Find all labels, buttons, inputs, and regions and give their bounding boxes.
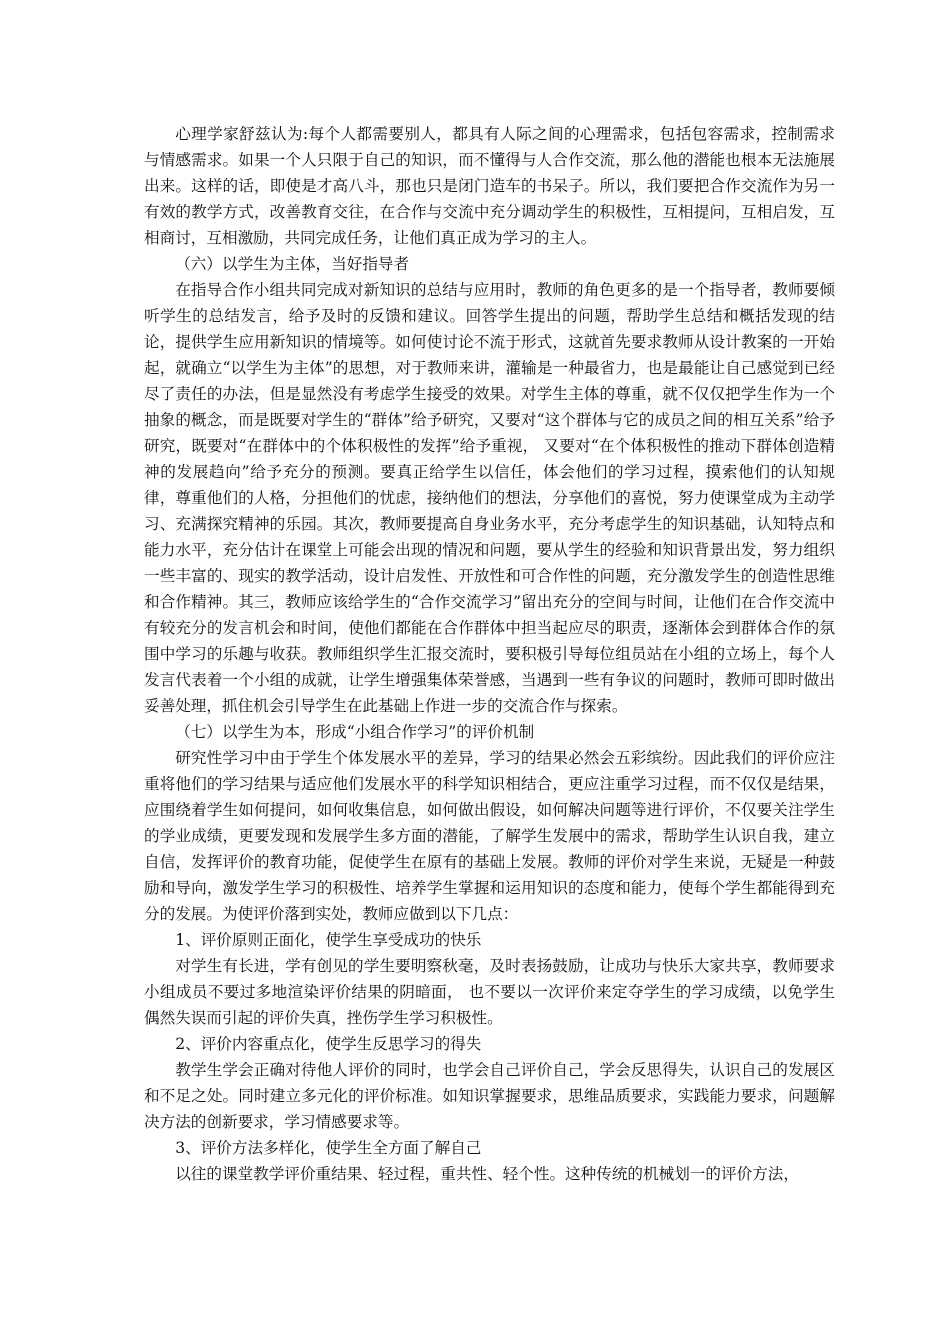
- paragraph-positive-evaluation: 对学生有长进，学有创见的学生要明察秋毫，及时表扬鼓励，让成功与快乐大家共享，教师要求小组成员不要过多地渲染评价结果的阴暗面， 也不要以一次评价来定夺学生的学习成绩，以免学生偶然失误而引起的评价失真，挫伤学生学习积极性。: [144, 957, 835, 1027]
- section-heading-6: （六）以学生为主体，当好指导者: [175, 255, 410, 273]
- paragraph-self-evaluation: 教学生学会正确对待他人评价的同时，也学会自己评价自己，学会反思得失，认识自己的发展区和不足之处。同时建立多元化的评价标准。如知识掌握要求，思维品质要求，实践能力要求，问题解决方法的创新要求，学习情感要求等。: [144, 1061, 835, 1131]
- subheading-2: 2、评价内容重点化，使学生反思学习的得失: [175, 1035, 482, 1053]
- paragraph-evaluation-mechanism: 研究性学习中由于学生个体发展水平的差异，学习的结果必然会五彩缤纷。因此我们的评价应注重将他们的学习结果与适应他们发展水平的科学知识相结合，更应注重学习过程，而不仅仅是结果，应围绕着学生如何提问，如何收集信息，如何做出假设，如何解决问题等进行评价，不仅要关注学生的学业成绩，更要发现和发展学生多方面的潜能，了解学生发展中的需求，帮助学生认识自我，建立自信，发挥评价的教育功能，促使学生在原有的基础上发展。教师的评价对学生来说，无疑是一种鼓励和导向，激发学生学习的积极性、培养学生掌握和运用知识的态度和能力，使每个学生都能得到充分的发展。为使评价落到实处，教师应做到以下几点：: [144, 749, 835, 923]
- paragraph-evaluation-methods: 以往的课堂教学评价重结果、轻过程，重共性、轻个性。这种传统的机械划一的评价方法，: [175, 1165, 799, 1183]
- section-heading-7: （七）以学生为本，形成“小组合作学习”的评价机制: [175, 723, 535, 741]
- subheading-3: 3、评价方法多样化，使学生全方面了解自己: [175, 1139, 482, 1157]
- paragraph-teacher-guide: 在指导合作小组共同完成对新知识的总结与应用时，教师的角色更多的是一个指导者，教师要倾听学生的总结发言，给予及时的反馈和建议。回答学生提出的问题，帮助学生总结和概括发现的结论，提供学生应用新知识的情境等。如何使讨论不流于形式，这就首先要求教师从设计教案的一开始起，就确立“以学生为主体”的思想，对于教师来讲，灌输是一种最省力，也是最能让自己感觉到已经尽了责任的办法，但是显然没有考虑学生接受的效果。对学生主体的尊重，就不仅仅把学生作为一个抽象的概念，而是既要对学生的“群体”给予研究，又要对“这个群体与它的成员之间的相互关系”给予研究，既要对“在群体中的个体积极性的发挥”给予重视， 又要对“在个体积极性的推动下群体创造精神的发展趋向”给予充分的预测。要真正给学生以信任，体会他们的学习过程，摸索他们的认知规律，尊重他们的人格，分担他们的忧虑，接纳他们的想法，分享他们的喜悦，努力使课堂成为主动学习、充满探究精神的乐园。其次，教师要提高自身业务水平，充分考虑学生的知识基础，认知特点和能力水平，充分估计在课堂上可能会出现的情况和问题，要从学生的经验和知识背景出发，努力组织一些丰富的、现实的教学活动，设计启发性、开放性和可合作性的问题，充分激发学生的创造性思维和合作精神。其三，教师应该给学生的“合作交流学习”留出充分的空间与时间，让他们在合作交流中有较充分的发言机会和时间，使他们都能在合作群体中担当起应尽的职责，逐渐体会到群体合作的氛围中学习的乐趣与收获。教师组织学生汇报交流时，要积极引导每位组员站在小组的立场上，每个人发言代表着一个小组的成就，让学生增强集体荣誉感，当遇到一些有争议的问题时，教师可即时做出妥善处理，抓住机会引导学生在此基础上作进一步的交流合作与探索。: [144, 281, 835, 715]
- subheading-1: 1、评价原则正面化，使学生享受成功的快乐: [175, 931, 482, 949]
- paragraph-psychology-needs: 心理学家舒兹认为:每个人都需要别人，都具有人际之间的心理需求，包括包容需求，控制需求与情感需求。如果一个人只限于自己的知识，而不懂得与人合作交流，那么他的潜能也根本无法施展出来。这样的话，即使是才高八斗，那也只是闭门造车的书呆子。所以，我们要把合作交流作为另一有效的教学方式，改善教育交往，在合作与交流中充分调动学生的积极性，互相提问，互相启发，互相商讨，互相激励，共同完成任务，让他们真正成为学习的主人。: [144, 125, 835, 247]
